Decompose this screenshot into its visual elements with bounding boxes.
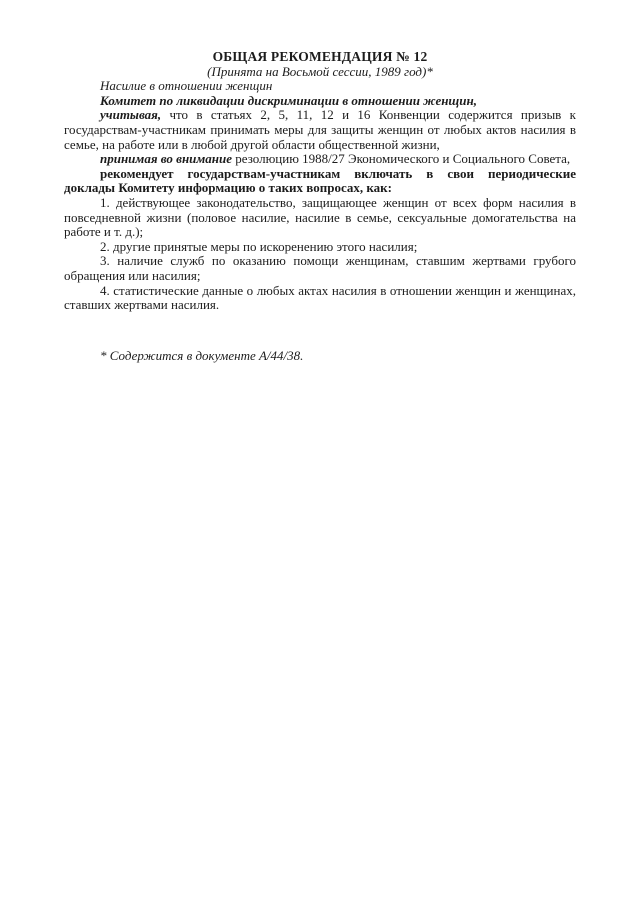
list-item-4: 4. статистические данные о любых актах насилия в отношении женщин и женщинах, ставших жертвами насилия.	[64, 282, 576, 313]
recommendation-list	[64, 196, 576, 313]
paragraph-taking-into-account-lead: принимая во внимание	[100, 151, 233, 167]
list-item-2: 2. другие принятые меры по искоренению этого насилия;	[100, 238, 418, 254]
list-item-1: 1. действующее законодательство, защищающее женщин от всех форм насилия в повседневной жизни (половое насилие, насилие в семье, сексуальные домогательства на работе и т. д.);	[64, 194, 576, 240]
committee-line: Комитет по ликвидации дискриминации в отношении женщин,	[100, 92, 477, 108]
list-item-3: 3. наличие служб по оказанию помощи женщинам, ставшим жертвами грубого обращения или насилия;	[64, 253, 576, 283]
footnote: * Содержится в документе А/44/38.	[100, 347, 304, 363]
paragraph-considering-lead: учитывая,	[100, 107, 162, 123]
document-subtitle: (Принята на Восьмой сессии, 1989 год)*	[207, 63, 433, 79]
paragraph-considering-text: что в статьях 2, 5, 11, 12 и 16 Конвенции содержится призыв к государствам-участникам принимать меры для защиты женщин от любых актов насилия в семье, на работе или в любой другой области общественной жизни,	[64, 107, 576, 152]
document-title: ОБЩАЯ РЕКОМЕНДАЦИЯ № 12	[212, 49, 428, 64]
document-topic: Насилие в отношении женщин	[100, 78, 273, 94]
paragraph-taking-into-account-text: резолюцию 1988/27 Экономического и Социального Совета,	[232, 151, 571, 167]
paragraph-taking-into-account	[64, 152, 576, 167]
paragraph-considering	[64, 108, 576, 152]
paragraph-recommends: рекомендует государствам-участникам включать в свои периодические доклады Комитету информацию о таких вопросах, как:	[64, 165, 576, 196]
